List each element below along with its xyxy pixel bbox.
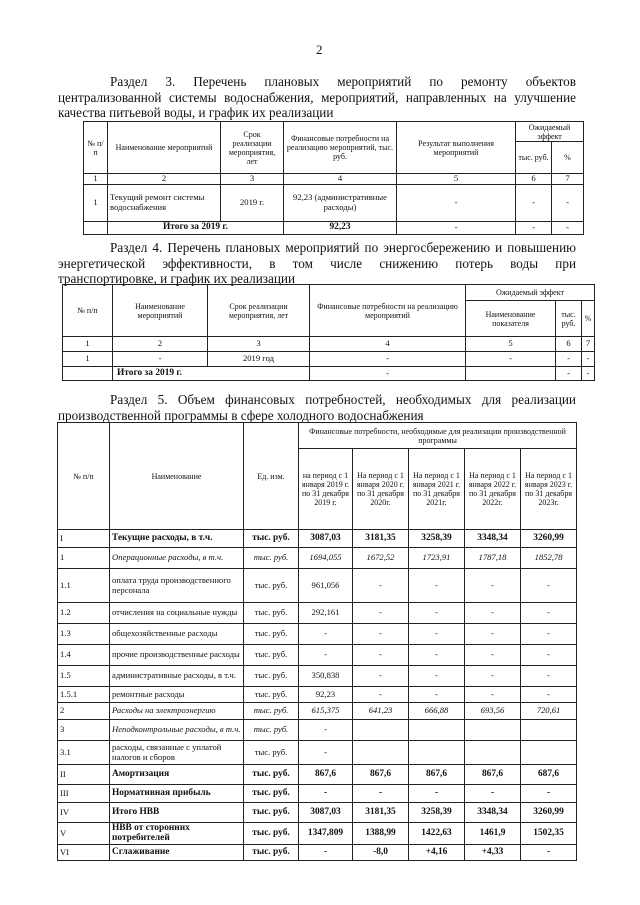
cell-num: III bbox=[58, 785, 110, 803]
header-name: Наименование мероприятий bbox=[108, 122, 221, 174]
table-row bbox=[58, 785, 577, 803]
table-row bbox=[58, 741, 577, 765]
cell-name: ремонтные расходы bbox=[110, 687, 244, 703]
cell-finance: - bbox=[310, 352, 466, 367]
section5-heading-line: Раздел 5. Объем финансовых потребностей, необходимых для реализации bbox=[110, 392, 576, 407]
cell-value: 961,056 bbox=[299, 569, 353, 603]
cell-value: - bbox=[521, 624, 577, 645]
cell-value: - bbox=[299, 845, 353, 861]
table-row bbox=[58, 765, 577, 785]
cell-unit: тыс. руб. bbox=[244, 703, 299, 720]
total-pct: - bbox=[582, 367, 595, 381]
col-number: 2 bbox=[113, 337, 208, 352]
table-row bbox=[63, 352, 595, 367]
cell-value: 3260,99 bbox=[521, 803, 577, 823]
cell-value: 3260,99 bbox=[521, 530, 577, 548]
cell-value: 666,88 bbox=[409, 703, 465, 720]
cell-value: - bbox=[465, 645, 521, 666]
cell-value: +4,16 bbox=[409, 845, 465, 861]
cell-value: - bbox=[409, 785, 465, 803]
cell-term: 2019 г. bbox=[221, 185, 284, 222]
table-row bbox=[58, 624, 577, 645]
cell-value: 867,6 bbox=[409, 765, 465, 785]
col-number: 4 bbox=[310, 337, 466, 352]
cell-num: V bbox=[58, 823, 110, 845]
cell-num: VI bbox=[58, 845, 110, 861]
cell-value: - bbox=[521, 687, 577, 703]
header-finance: Финансовые потребности на реализацию мероприятий, тыс. руб. bbox=[284, 122, 397, 174]
cell-value: - bbox=[409, 687, 465, 703]
cell-value: 3087,03 bbox=[299, 530, 353, 548]
cell-name: Текущий ремонт системы водоснабжения bbox=[108, 185, 221, 222]
cell-value: 720,61 bbox=[521, 703, 577, 720]
total-row bbox=[63, 367, 595, 381]
section3-table bbox=[83, 121, 584, 235]
cell-value: - bbox=[353, 666, 409, 687]
cell-value: 687,6 bbox=[521, 765, 577, 785]
section4-table bbox=[62, 284, 595, 381]
cell-name: Нормативная прибыль bbox=[110, 785, 244, 803]
total-thous: - bbox=[556, 367, 582, 381]
cell-unit: тыс. руб. bbox=[244, 823, 299, 845]
cell-pct: - bbox=[552, 185, 584, 222]
cell-name: оплата труда производственного персонала bbox=[110, 569, 244, 603]
cell-value: - bbox=[409, 645, 465, 666]
header-finance-group: Финансовые потребности, необходимые для реализации производственной программы bbox=[299, 423, 577, 449]
cell-value bbox=[465, 741, 521, 765]
cell-unit: тыс. руб. bbox=[244, 741, 299, 765]
cell-pct: - bbox=[582, 352, 595, 367]
cell-value: - bbox=[299, 785, 353, 803]
cell-num: 1.3 bbox=[58, 624, 110, 645]
total-label: Итого за 2019 г. bbox=[113, 367, 310, 381]
cell-value: 3348,34 bbox=[465, 803, 521, 823]
cell-value: 3087,03 bbox=[299, 803, 353, 823]
cell-unit: тыс. руб. bbox=[244, 765, 299, 785]
total-thous: - bbox=[516, 222, 552, 235]
header-effect: Ожидаемый эффект bbox=[516, 122, 584, 142]
cell-value: - bbox=[299, 741, 353, 765]
cell-name: общехозяйственные расходы bbox=[110, 624, 244, 645]
cell-value: - bbox=[353, 603, 409, 624]
header-term: Срок реализации мероприятия, лет bbox=[221, 122, 284, 174]
cell-unit: тыс. руб. bbox=[244, 645, 299, 666]
cell-value: 3181,35 bbox=[353, 803, 409, 823]
cell-value: - bbox=[353, 624, 409, 645]
cell-num: 1 bbox=[84, 185, 108, 222]
table-row bbox=[58, 823, 577, 845]
header-term: Срок реализации мероприятия, лет bbox=[208, 285, 310, 337]
cell-value: 3181,35 bbox=[353, 530, 409, 548]
section5-heading bbox=[58, 392, 576, 423]
cell-num: I bbox=[58, 530, 110, 548]
cell-name: Сглаживание bbox=[110, 845, 244, 861]
table-row bbox=[58, 803, 577, 823]
cell-value: 292,161 bbox=[299, 603, 353, 624]
cell-unit: тыс. руб. bbox=[244, 603, 299, 624]
cell-name: Расходы на электроэнергию bbox=[110, 703, 244, 720]
cell-name: отчисления на социальные нужды bbox=[110, 603, 244, 624]
cell-value: - bbox=[409, 603, 465, 624]
header-name: Наименование мероприятий bbox=[113, 285, 208, 337]
table-row bbox=[58, 645, 577, 666]
cell-value: - bbox=[409, 666, 465, 687]
header-name: Наименование bbox=[110, 423, 244, 530]
cell-value: 1388,99 bbox=[353, 823, 409, 845]
header-num: № п/п bbox=[63, 285, 113, 337]
col-number: 1 bbox=[84, 174, 108, 185]
cell-value: - bbox=[353, 785, 409, 803]
col-number: 3 bbox=[208, 337, 310, 352]
cell-value: - bbox=[353, 569, 409, 603]
cell-value: - bbox=[465, 785, 521, 803]
cell-value: - bbox=[521, 845, 577, 861]
cell-value: 641,23 bbox=[353, 703, 409, 720]
cell-value: - bbox=[353, 687, 409, 703]
cell-name: Операционные расходы, в т.ч. bbox=[110, 548, 244, 569]
cell-value bbox=[353, 720, 409, 741]
table-row bbox=[58, 703, 577, 720]
table-row bbox=[58, 845, 577, 861]
cell-name: Амортизация bbox=[110, 765, 244, 785]
cell-value bbox=[409, 720, 465, 741]
cell-name: Текущие расходы, в т.ч. bbox=[110, 530, 244, 548]
cell-term: 2019 год bbox=[208, 352, 310, 367]
cell-value: - bbox=[299, 720, 353, 741]
cell-value bbox=[409, 741, 465, 765]
col-number: 7 bbox=[582, 337, 595, 352]
cell-value: - bbox=[521, 666, 577, 687]
cell-value: - bbox=[409, 569, 465, 603]
cell-num: 1 bbox=[63, 352, 113, 367]
cell-value: 1694,055 bbox=[299, 548, 353, 569]
cell-value: - bbox=[353, 645, 409, 666]
cell-value: -8,0 bbox=[353, 845, 409, 861]
cell-name: административные расходы, в т.ч. bbox=[110, 666, 244, 687]
cell-value: 3258,39 bbox=[409, 530, 465, 548]
cell-value: 1787,18 bbox=[465, 548, 521, 569]
table-row bbox=[58, 666, 577, 687]
cell-name: - bbox=[113, 352, 208, 367]
cell-num: 1.2 bbox=[58, 603, 110, 624]
cell-num: 1.4 bbox=[58, 645, 110, 666]
col-number: 5 bbox=[397, 174, 516, 185]
header-thous: тыс. руб. bbox=[556, 301, 582, 337]
cell-value: 1461,9 bbox=[465, 823, 521, 845]
cell-value bbox=[465, 720, 521, 741]
cell-result: - bbox=[397, 185, 516, 222]
section4-heading-line: транспортировке, и график их реализации bbox=[58, 271, 296, 287]
header-finance: Финансовые потребности на реализацию мероприятий bbox=[310, 285, 466, 337]
cell-finance: 92,23 (административные расходы) bbox=[284, 185, 397, 222]
col-number: 7 bbox=[552, 174, 584, 185]
header-period: На период с 1 января 2022 г. по 31 декабря 2022г. bbox=[465, 449, 521, 530]
header-period: на период с 1 января 2019 г. по 31 декабря 2019 г. bbox=[299, 449, 353, 530]
cell-unit: тыс. руб. bbox=[244, 666, 299, 687]
cell-value bbox=[521, 720, 577, 741]
cell-value: 867,6 bbox=[299, 765, 353, 785]
header-thous: тыс. руб. bbox=[516, 142, 552, 174]
col-number: 6 bbox=[556, 337, 582, 352]
cell-unit: тыс. руб. bbox=[244, 569, 299, 603]
cell-value: - bbox=[465, 666, 521, 687]
table-row bbox=[58, 603, 577, 624]
table-row bbox=[58, 530, 577, 548]
col-number: 1 bbox=[63, 337, 113, 352]
table-row bbox=[58, 687, 577, 703]
table-row bbox=[58, 548, 577, 569]
cell-name: Неподконтрольные расходы, в т.ч. bbox=[110, 720, 244, 741]
header-period: На период с 1 января 2021 г. по 31 декабря 2021г. bbox=[409, 449, 465, 530]
header-effect: Ожидаемый эффект bbox=[466, 285, 595, 301]
section3-heading-line: Раздел 3. Перечень плановых мероприятий по ремонту объектов bbox=[110, 74, 576, 89]
col-number: 6 bbox=[516, 174, 552, 185]
cell-value: +4,33 bbox=[465, 845, 521, 861]
cell-name: расходы, связанные с уплатой налогов и сборов bbox=[110, 741, 244, 765]
header-result: Результат выполнения мероприятий bbox=[397, 122, 516, 174]
cell-num: 2 bbox=[58, 703, 110, 720]
cell-value: - bbox=[521, 569, 577, 603]
col-number: 3 bbox=[221, 174, 284, 185]
cell-num: 1.1 bbox=[58, 569, 110, 603]
cell-unit: тыс. руб. bbox=[244, 785, 299, 803]
table-row bbox=[58, 569, 577, 603]
total-result: - bbox=[397, 222, 516, 235]
cell-thous: - bbox=[516, 185, 552, 222]
total-row bbox=[84, 222, 584, 235]
cell-value: 867,6 bbox=[353, 765, 409, 785]
section3-heading bbox=[58, 74, 576, 121]
cell-name: прочие производственные расходы bbox=[110, 645, 244, 666]
cell-value: 1422,63 bbox=[409, 823, 465, 845]
cell-value: - bbox=[465, 603, 521, 624]
cell-num: IV bbox=[58, 803, 110, 823]
col-number: 4 bbox=[284, 174, 397, 185]
cell-value: 1852,78 bbox=[521, 548, 577, 569]
cell-unit: тыс. руб. bbox=[244, 530, 299, 548]
section4-heading-line: Раздел 4. Перечень плановых мероприятий по энергосбережению и повышению bbox=[110, 240, 576, 255]
cell-value: 1347,809 bbox=[299, 823, 353, 845]
cell-value: 1502,35 bbox=[521, 823, 577, 845]
cell-num: 3.1 bbox=[58, 741, 110, 765]
cell-thous: - bbox=[556, 352, 582, 367]
header-indicator: Наименование показателя bbox=[466, 301, 556, 337]
cell-value: - bbox=[465, 687, 521, 703]
header-pct: % bbox=[582, 301, 595, 337]
cell-value: 1672,52 bbox=[353, 548, 409, 569]
section3-heading-line: качества питьевой воды, и график их реализации bbox=[58, 105, 334, 121]
cell-value: - bbox=[465, 624, 521, 645]
cell-value: 3348,34 bbox=[465, 530, 521, 548]
cell-value: 867,6 bbox=[465, 765, 521, 785]
cell-value bbox=[521, 741, 577, 765]
cell-value: - bbox=[521, 645, 577, 666]
cell-value: - bbox=[299, 645, 353, 666]
cell-value: - bbox=[521, 785, 577, 803]
page-number: 2 bbox=[316, 42, 323, 57]
cell-value: - bbox=[521, 603, 577, 624]
table-row bbox=[84, 185, 584, 222]
header-num: № п/п bbox=[58, 423, 110, 530]
col-number: 2 bbox=[108, 174, 221, 185]
cell-num: 1.5.1 bbox=[58, 687, 110, 703]
cell-value: - bbox=[409, 624, 465, 645]
total-label: Итого за 2019 г. bbox=[108, 222, 284, 235]
header-pct: % bbox=[552, 142, 584, 174]
header-num: № п/п bbox=[84, 122, 108, 174]
section4-heading-line: энергетической эффективности, в том числе снижению потерь воды при bbox=[58, 255, 576, 271]
total-finance: - bbox=[310, 367, 466, 381]
cell-name: Итого НВВ bbox=[110, 803, 244, 823]
cell-value: 1723,91 bbox=[409, 548, 465, 569]
cell-name: НВВ от сторонних потребителей bbox=[110, 823, 244, 845]
header-unit: Ед. изм. bbox=[244, 423, 299, 530]
cell-num: 3 bbox=[58, 720, 110, 741]
cell-num: 1.5 bbox=[58, 666, 110, 687]
cell-num: II bbox=[58, 765, 110, 785]
cell-value: - bbox=[299, 624, 353, 645]
section3-heading-line: централизованной системы водоснабжения, мероприятий, направленных на улучшение bbox=[58, 89, 576, 105]
cell-num: 1 bbox=[58, 548, 110, 569]
cell-value: - bbox=[465, 569, 521, 603]
cell-value: 3258,39 bbox=[409, 803, 465, 823]
section5-table bbox=[57, 422, 577, 861]
cell-value: 615,375 bbox=[299, 703, 353, 720]
cell-unit: тыс. руб. bbox=[244, 845, 299, 861]
total-finance: 92,23 bbox=[284, 222, 397, 235]
cell-value: 693,56 bbox=[465, 703, 521, 720]
cell-unit: тыс. руб. bbox=[244, 720, 299, 741]
cell-value: 350,838 bbox=[299, 666, 353, 687]
header-period: На период с 1 января 2023 г. по 31 декабря 2023г. bbox=[521, 449, 577, 530]
cell-unit: тыс. руб. bbox=[244, 548, 299, 569]
cell-indicator: - bbox=[466, 352, 556, 367]
header-period: На период с 1 января 2020 г. по 31 декабря 2020г. bbox=[353, 449, 409, 530]
table-row bbox=[58, 720, 577, 741]
cell-value: 92,23 bbox=[299, 687, 353, 703]
cell-unit: тыс. руб. bbox=[244, 687, 299, 703]
section5-heading-line: производственной программы в сфере холодного водоснабжения bbox=[58, 407, 424, 423]
cell-value bbox=[353, 741, 409, 765]
total-pct: - bbox=[552, 222, 584, 235]
cell-unit: тыс. руб. bbox=[244, 624, 299, 645]
section4-heading bbox=[58, 240, 576, 287]
cell-unit: тыс. руб. bbox=[244, 803, 299, 823]
col-number: 5 bbox=[466, 337, 556, 352]
